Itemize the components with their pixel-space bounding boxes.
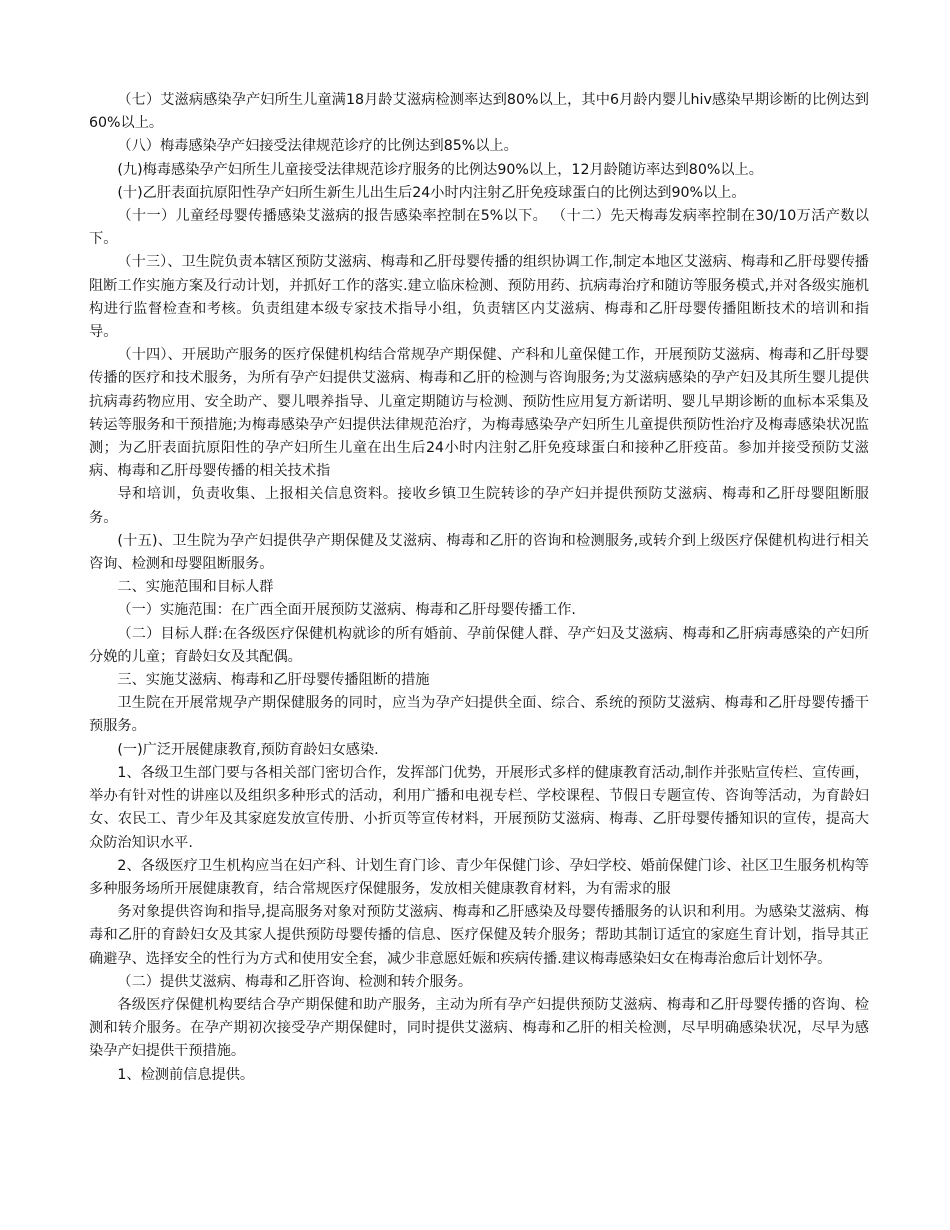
paragraph-9: (九)梅毒感染孕产妇所生儿童接受法律规范诊疗服务的比例达90%以上，12月龄随访率达到80%以上。	[117, 161, 763, 178]
paragraph-8: （八）梅毒感染孕产妇接受法律规范诊疗的比例达到85%以上。	[117, 138, 518, 155]
paragraph-14-continued: 导和培训，负责收集、上报相关信息资料。接收乡镇卫生院转诊的孕产妇并提供预防艾滋病、梅毒和乙肝母婴阻断服务。	[89, 486, 869, 526]
subheading-counseling: （二）提供艾滋病、梅毒和乙肝咨询、检测和转介服务。	[117, 973, 473, 990]
paragraph-10: (十)乙肝表面抗原阳性孕产妇所生新生儿出生后24小时内注射乙肝免疫球蛋白的比例达到90%以上。	[117, 184, 746, 201]
paragraph-7: （七）艾滋病感染孕产妇所生儿童满18月龄艾滋病检测率达到80%以上，其中6月龄内婴儿hiv感染早期诊断的比例达到60%以上。	[89, 92, 869, 132]
paragraph-counseling: 各级医疗保健机构要结合孕产期保健和助产服务，主动为所有孕产妇提供预防艾滋病、梅毒和乙肝母婴传播的咨询、检测和转介服务。在孕产期初次接受孕产期保健时，同时提供艾滋病、梅毒和乙肝的相关检测，尽早明确感染状况，尽早为感染孕产妇提供干预措施。	[89, 996, 869, 1060]
paragraph-item-1: 1、各级卫生部门要与各相关部门密切合作，发挥部门优势，开展形式多样的健康教育活动,制作并张贴宣传栏、宣传画，举办有针对性的讲座以及组织多种形式的活动，利用广播和电视专栏、学校课程、节假日专题宣传、咨询等活动，为育龄妇女、农民工、青少年及其家庭发放宣传册、小折页等宣传材料，开展预防艾滋病、梅毒、乙肝母婴传播知识的宣传，提高大众防治知识水平.	[89, 764, 869, 851]
paragraph-11-12: （十一）儿童经母婴传播感染艾滋病的报告感染率控制在5%以下。 （十二）先天梅毒发病率控制在30/10万活产数以下。	[89, 208, 869, 248]
paragraph-pretest-info: 1、检测前信息提供。	[117, 1066, 255, 1083]
paragraph-target-group: （二）目标人群:在各级医疗保健机构就诊的所有婚前、孕前保健人群、孕产妇及艾滋病、梅毒和乙肝病毒感染的产妇所分娩的儿童；育龄妇女及其配偶。	[89, 625, 869, 665]
paragraph-intro-measures: 卫生院在开展常规孕产期保健服务的同时，应当为孕产妇提供全面、综合、系统的预防艾滋病、梅毒和乙肝母婴传播干预服务。	[89, 695, 869, 735]
section-heading-3: 三、实施艾滋病、梅毒和乙肝母婴传播阻断的措施	[117, 672, 430, 689]
paragraph-item-2-continued: 务对象提供咨询和指导,提高服务对象对预防艾滋病、梅毒和乙肝感染及母婴传播服务的认识和利用。为感染艾滋病、梅毒和乙肝的育龄妇女及其家人提供预防母婴传播的信息、医疗保健及转介服务；帮助其制订适宜的家庭生育计划，指导其正确避孕、选择安全的性行为方式和使用安全套，减少非意愿妊娠和疾病传播.建议梅毒感染妇女在梅毒治愈后计划怀孕。	[89, 904, 869, 967]
section-heading-2: 二、实施范围和目标人群	[117, 579, 274, 596]
subheading-health-education: (一)广泛开展健康教育,预防育龄妇女感染.	[117, 741, 379, 758]
document-page	[89, 89, 869, 1087]
paragraph-13: （十三）、卫生院负责本辖区预防艾滋病、梅毒和乙肝母婴传播的组织协调工作,制定本地区艾滋病、梅毒和乙肝母婴传播阻断工作实施方案及行动计划，并抓好工作的落实.建立临床检测、预防用药、抗病毒治疗和随访等服务模式,并对各级实施机构进行监督检查和考核。负责组建本级专家技术指导小组，负责辖区内艾滋病、梅毒和乙肝母婴传播阻断技术的培训和指导。	[89, 254, 869, 341]
paragraph-item-2: 2、各级医疗卫生机构应当在妇产科、计划生育门诊、青少年保健门诊、孕妇学校、婚前保健门诊、社区卫生服务机构等多种服务场所开展健康教育，结合常规医疗保健服务，发放相关健康教育材料，为有需求的服	[89, 857, 869, 897]
paragraph-14: （十四）、开展助产服务的医疗保健机构结合常规孕产期保健、产科和儿童保健工作，开展预防艾滋病、梅毒和乙肝母婴传播的医疗和技术服务，为所有孕产妇提供艾滋病、梅毒和乙肝的检测与咨询服务;为艾滋病感染的孕产妇及其所生婴儿提供抗病毒药物应用、安全助产、婴儿喂养指导、儿童定期随访与检测、预防性应用复方新诺明、婴儿早期诊断的血标本采集及转运等服务和干预措施;为梅毒感染孕产妇提供法律规范治疗，为梅毒感染孕产妇所生儿童提供预防性治疗及梅毒感染状况监测；为乙肝表面抗原阳性的孕产妇所生儿童在出生后24小时内注射乙肝免疫球蛋白和接种乙肝疫苗。参加并接受预防艾滋病、梅毒和乙肝母婴传播的相关技术指	[89, 347, 869, 480]
paragraph-15: (十五)、卫生院为孕产妇提供孕产期保健及艾滋病、梅毒和乙肝的咨询和检测服务,或转介到上级医疗保健机构进行相关咨询、检测和母婴阻断服务。	[89, 532, 869, 573]
paragraph-scope: （一）实施范围：在广西全面开展预防艾滋病、梅毒和乙肝母婴传播工作.	[117, 602, 576, 619]
